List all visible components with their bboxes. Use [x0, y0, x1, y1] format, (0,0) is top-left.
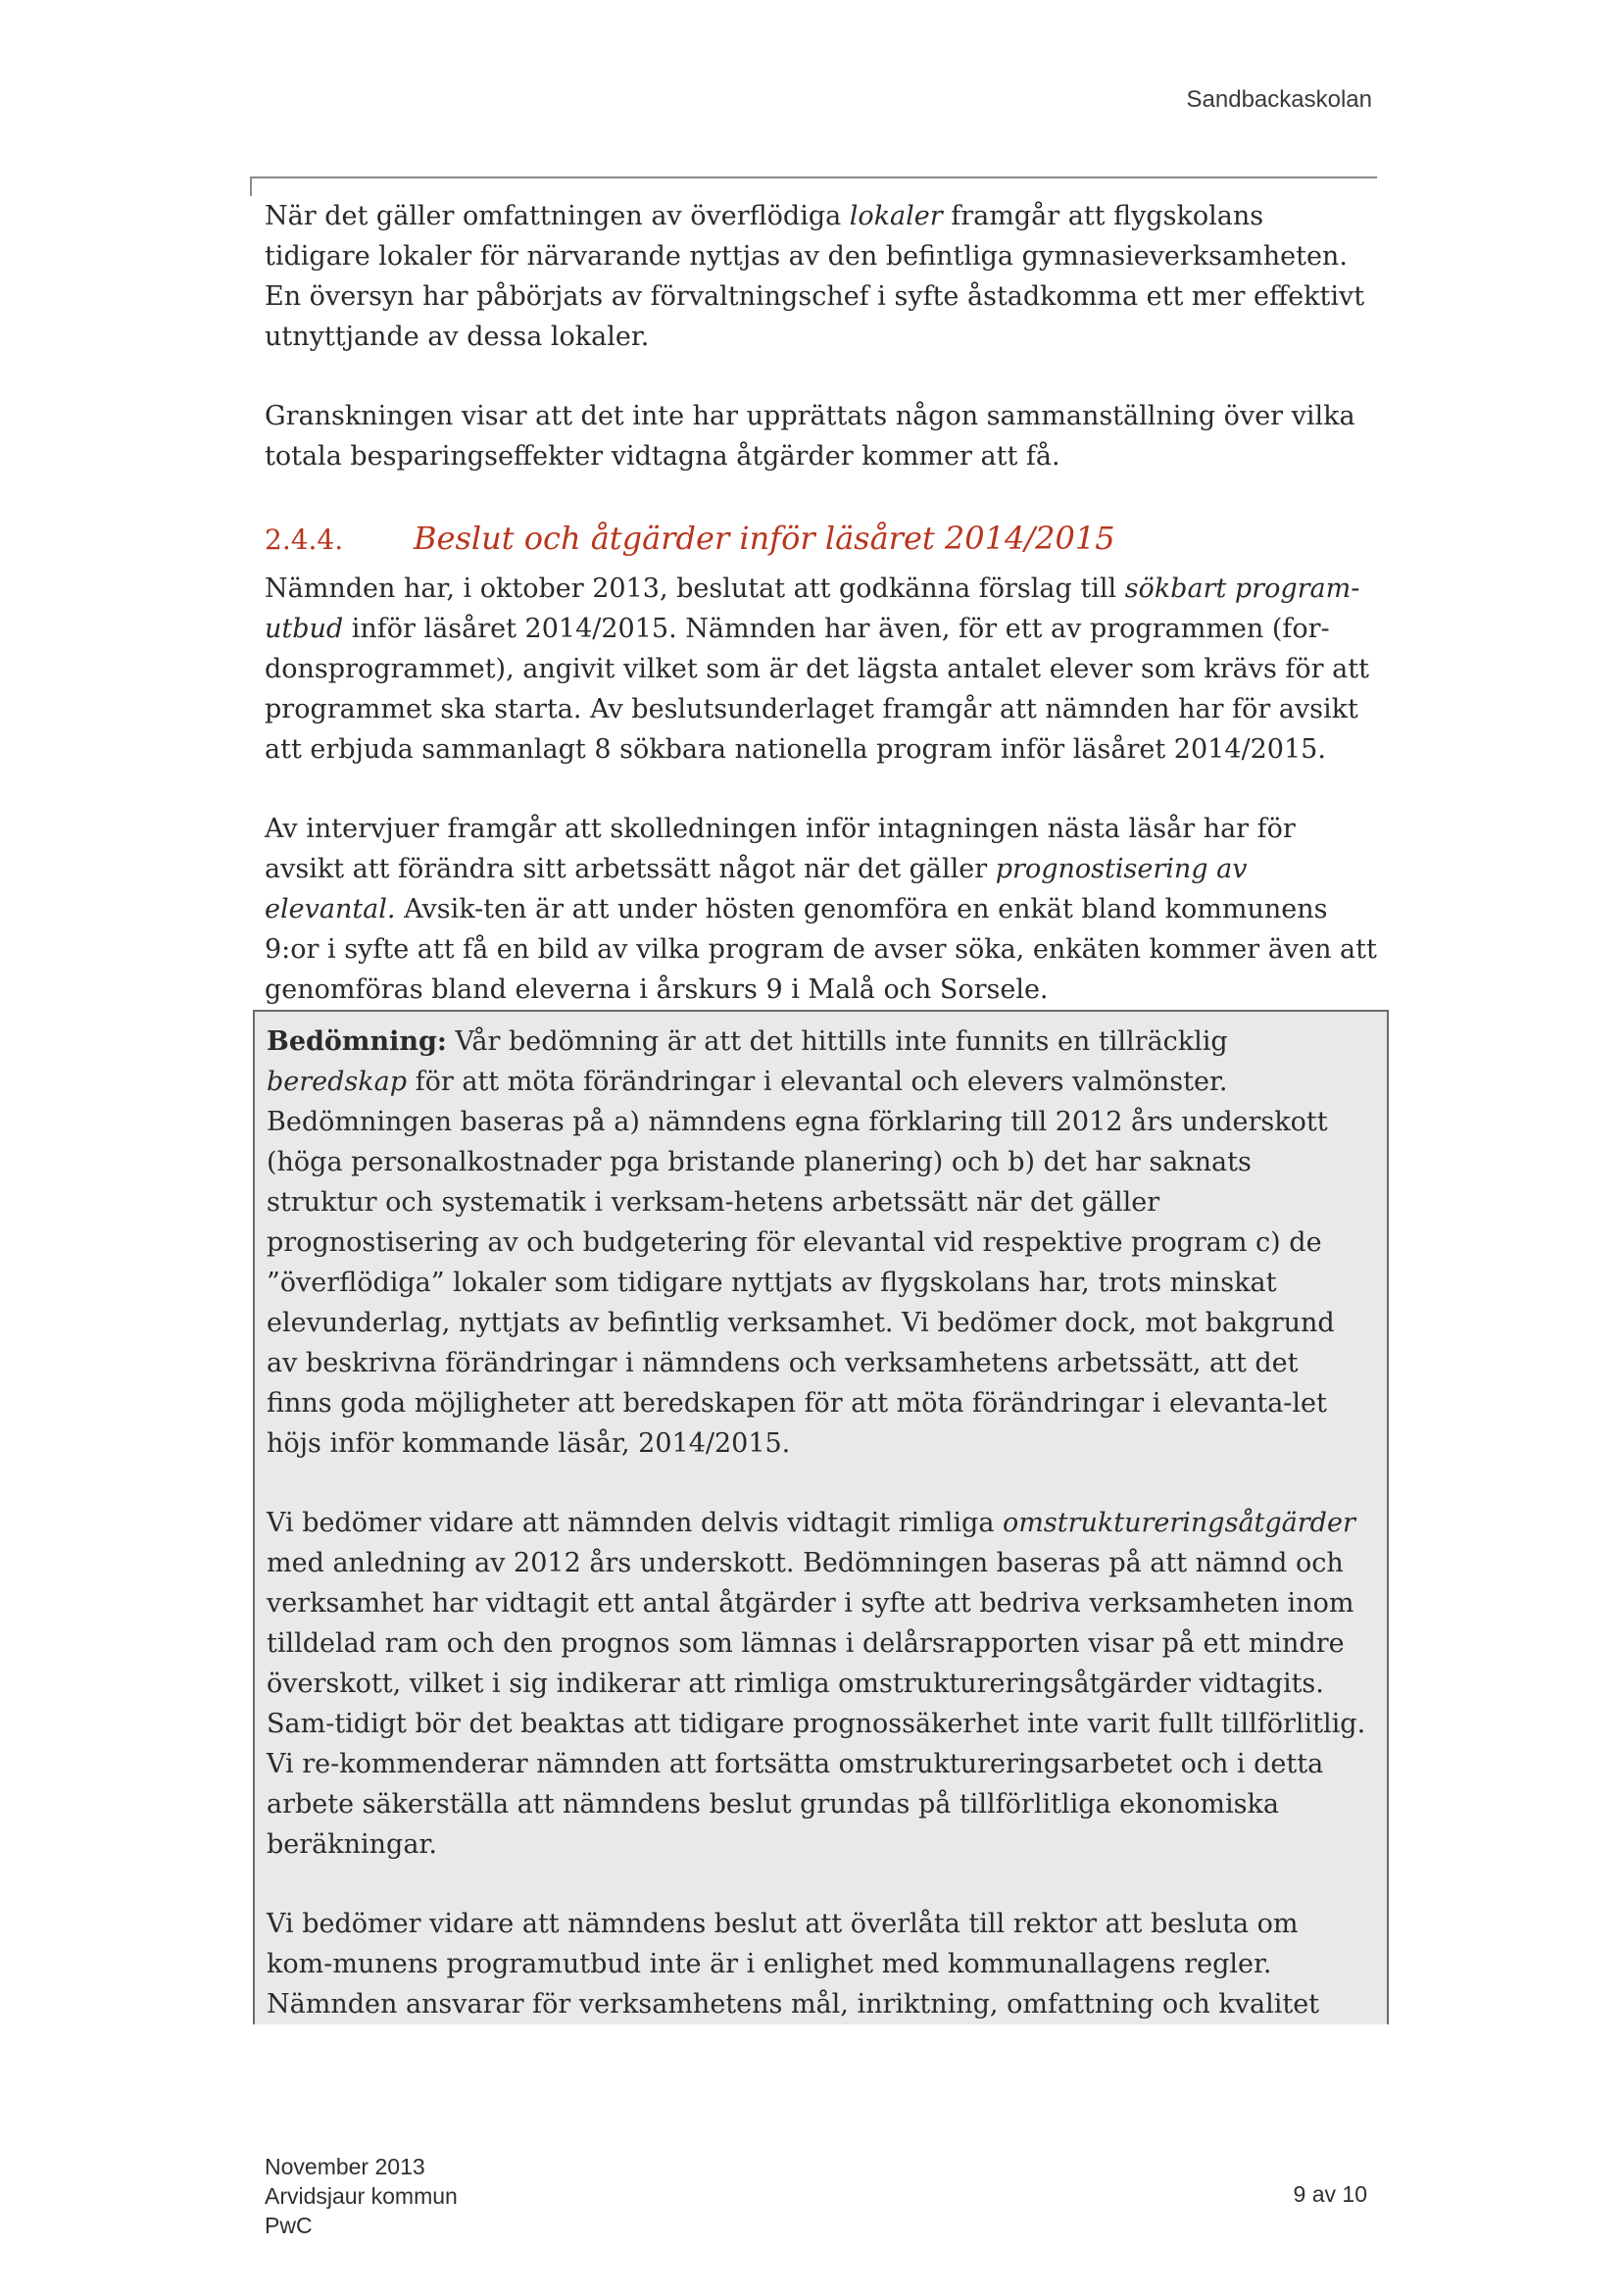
- text-span: Vi bedömer vidare att nämnden delvis vidtagit rimliga: [267, 1508, 1004, 1538]
- text-span: Nämnden har, i oktober 2013, beslutat att godkänna förslag till: [265, 574, 1125, 604]
- text-span: När det gäller omfattningen av överflödiga: [265, 201, 850, 231]
- text-span: för att möta förändringar i elevantal och elevers valmönster. Bedömningen baseras på a) nämndens egna förklaring till 2012 års underskott (höga personalkostnader pga bristande planering) och b) det har saknats struktur och systematik i verksam-hetens arbetssätt när det gäller prognostisering av och budgetering för elevantal vid respektive program c) de ”överflödiga” lokaler som tidigare nyttjats av flygskolans har, trots minskat elevunderlag, nyttjats av befintlig verksamhet. Vi bedömer dock, mot bakgrund av beskrivna förändringar i nämndens och verksamhetens arbetssätt, att det finns goda möjligheter att beredskapen för att möta förändringar i elevanta-let höjs inför kommande läsår, 2014/2015.: [267, 1067, 1335, 1459]
- header-rule: [250, 176, 1377, 178]
- section-number: 2.4.4.: [265, 524, 344, 556]
- paragraph-intervjuer: [265, 809, 1377, 1010]
- text-span: med anledning av 2012 års underskott. Bedömningen baseras på att nämnd och verksamhet har vidtagit ett antal åtgärder i syfte att bedriva verksamheten inom tilldelad ram och den prognos som lämnas i delårsrapporten visar på ett mindre överskott, vilket i sig indikerar att rimliga omstruktureringsåtgärder vidtagits. Sam-tidigt bör det beaktas att tidigare prognossäkerhet inte varit fullt tillförlitlig. Vi re-kommenderar nämnden att fortsätta omstruktureringsarbetet och i detta arbete säkerställa att nämndens beslut grundas på tillförlitliga ekonomiska beräkningar.: [267, 1548, 1366, 1860]
- text-span: framgår att flygskolans tidigare lokaler för närvarande nyttjas av den befintliga gymnasieverksamheten. En översyn har påbörjats av förvaltningschef i syfte åstadkomma ett mer effektivt utnyttjande av dessa lokaler.: [265, 201, 1365, 352]
- emphasis-omstruktureringsatgarder: omstruktureringsåtgärder: [1003, 1508, 1355, 1538]
- page-number: 9 av 10: [1293, 2181, 1367, 2207]
- body-text: [265, 196, 1377, 1049]
- assessment-paragraph-1: [267, 1022, 1367, 1464]
- assessment-paragraph-3: Vi bedömer vidare att nämndens beslut att överlåta till rektor att besluta om kom-munens programutbud inte är i enlighet med kommunallagens regler. Nämnden ansvarar för verksamhetens mål, inriktning, omfattning och kvalitet: [267, 1909, 1320, 2020]
- footer: [265, 2152, 458, 2240]
- assessment-paragraph-2: [267, 1503, 1367, 1865]
- emphasis-prognostisering: prognostisering av elevantal.: [265, 854, 1248, 924]
- section-heading: [265, 516, 1377, 563]
- header-rule-tick: [250, 176, 252, 196]
- text-span: Avsik-ten är att under hösten genomföra en enkät bland kommunens 9:or i syfte att få en bild av vilka program de avser söka, enkäten kommer även att genomföras bland eleverna i årskurs 9 i Malå och Sorsele.: [265, 894, 1377, 1005]
- text-span: Vår bedömning är att det hittills inte funnits en tillräcklig: [446, 1026, 1228, 1057]
- assessment-content: [255, 1012, 1387, 2024]
- header-school-name: Sandbackaskolan: [1186, 86, 1372, 113]
- paragraph-granskningen: Granskningen visar att det inte har upprättats någon sammanställning över vilka totala besparingseffekter vidtagna åtgärder kommer att få.: [265, 401, 1355, 472]
- footer-municipality: Arvidsjaur kommun: [265, 2183, 458, 2209]
- paragraph-namnden: [265, 569, 1377, 770]
- assessment-label: Bedömning:: [267, 1026, 447, 1057]
- emphasis-lokaler: lokaler: [849, 201, 943, 231]
- paragraph-lokaler: [265, 196, 1377, 357]
- text-span: Av intervjuer framgår att skolledningen inför intagningen nästa läsår har för avsikt att förändra sitt arbetssätt något när det gäller: [265, 814, 1296, 884]
- section-title: Beslut och åtgärder inför läsåret 2014/2015: [414, 520, 1115, 557]
- emphasis-beredskap: beredskap: [267, 1067, 408, 1097]
- footer-company: PwC: [265, 2213, 313, 2238]
- text-span: inför läsåret 2014/2015. Nämnden har även, för ett av programmen (for-donsprogrammet), angivit vilket som är det lägsta antalet elever som krävs för att programmet ska starta. Av beslutsunderlaget framgår att nämnden har för avsikt att erbjuda sammanlagt 8 sökbara nationella program inför läsåret 2014/2015.: [265, 614, 1369, 765]
- emphasis-programutbud: sökbart program-utbud: [265, 574, 1360, 644]
- assessment-box: [253, 1010, 1389, 2024]
- footer-date: November 2013: [265, 2154, 425, 2179]
